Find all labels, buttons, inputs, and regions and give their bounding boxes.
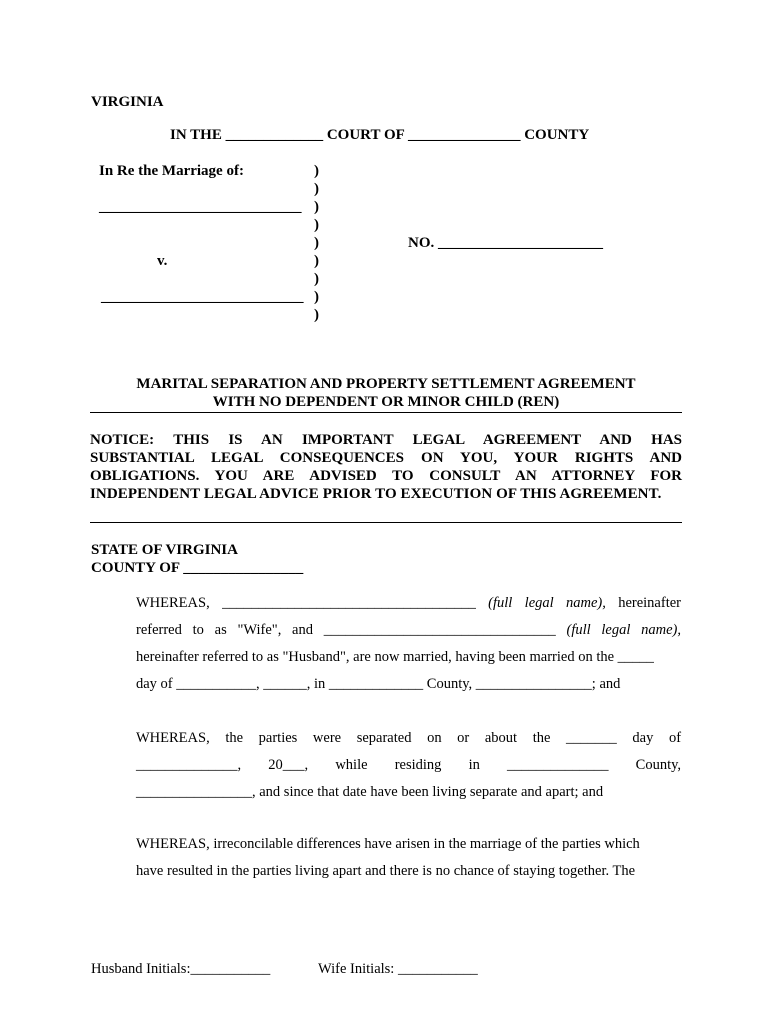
para2-word: about — [484, 730, 518, 746]
para2-word: ______________ — [507, 757, 609, 773]
para3-line2: have resulted in the parties living apart and there is no chance of staying together. The — [136, 863, 636, 879]
para2-word: County, — [635, 757, 682, 773]
para1-line2 — [136, 622, 681, 639]
document-subtitle: WITH NO DEPENDENT OR MINOR CHILD (REN) — [212, 394, 560, 410]
versus-label: v. — [157, 253, 168, 269]
para1-line4: day of ___________, ______, in _____________ County, ________________; and — [136, 676, 621, 692]
para1-text: referred to as "Wife", and — [136, 622, 313, 638]
wife-initials: Wife Initials: ___________ — [318, 961, 478, 977]
state-heading: VIRGINIA — [91, 94, 164, 110]
para1-italic: (full legal name), — [488, 595, 606, 611]
para2-word: residing — [394, 757, 442, 773]
wife-name-blank: ___________________________________ — [222, 595, 476, 611]
caption-paren: ) — [314, 217, 319, 233]
para2-word: while — [335, 757, 368, 773]
para2-word: of — [668, 730, 682, 746]
para1-line1 — [136, 595, 681, 612]
document-title: MARITAL SEPARATION AND PROPERTY SETTLEMENT AGREEMENT — [136, 376, 636, 392]
para2-word: or — [457, 730, 470, 746]
para3-line1: WHEREAS, irreconcilable differences have arisen in the marriage of the parties which — [136, 836, 640, 852]
caption-paren: ) — [314, 271, 319, 287]
para2-word: were — [312, 730, 342, 746]
venue-state: STATE OF VIRGINIA — [91, 542, 238, 558]
caption-paren: ) — [314, 181, 319, 197]
title-rule — [90, 412, 682, 413]
para2-word: WHEREAS, — [136, 730, 210, 746]
notice-rule — [90, 522, 682, 523]
caption-paren: ) — [314, 163, 319, 179]
para2-word: 20___, — [268, 757, 309, 773]
para1-italic: (full legal name), — [566, 622, 682, 638]
para1-text: WHEREAS, — [136, 595, 210, 611]
party-2-blank: ___________________________ — [101, 289, 304, 305]
notice-line: OBLIGATIONS. YOU ARE ADVISED TO CONSULT AN ATTORNEY FOR — [90, 468, 682, 484]
caption-paren: ) — [314, 199, 319, 215]
para2-word: in — [468, 757, 480, 773]
para2-word: day — [632, 730, 654, 746]
in-re-label: In Re the Marriage of: — [99, 163, 244, 179]
para2-word: separated — [356, 730, 412, 746]
para2-word: on — [427, 730, 442, 746]
para2-line2 — [136, 757, 681, 774]
para1-text: hereinafter — [618, 595, 681, 611]
caption-paren: ) — [314, 289, 319, 305]
husband-initials: Husband Initials:___________ — [91, 961, 271, 977]
court-line: IN THE _____________ COURT OF _______________ COUNTY — [170, 127, 590, 143]
caption-paren: ) — [314, 253, 319, 269]
para2-word: the — [225, 730, 244, 746]
para1-line3: hereinafter referred to as "Husband", are now married, having been married on the _____ — [136, 649, 654, 665]
para2-word: _______ — [566, 730, 617, 746]
case-number: NO. ______________________ — [408, 235, 603, 251]
para2-line3: ________________, and since that date have been living separate and apart; and — [136, 784, 604, 800]
notice-line: SUBSTANTIAL LEGAL CONSEQUENCES ON YOU, YOUR RIGHTS AND — [90, 450, 682, 466]
para2-word: the — [532, 730, 551, 746]
para2-word: ______________, — [136, 757, 242, 773]
para2-line1 — [136, 730, 681, 747]
party-1-blank: ___________________________ — [99, 199, 302, 215]
caption-paren: ) — [314, 307, 319, 323]
caption-paren: ) — [314, 235, 319, 251]
para2-word: parties — [258, 730, 298, 746]
husband-name-blank: ________________________________ — [323, 622, 556, 638]
notice-line: NOTICE: THIS IS AN IMPORTANT LEGAL AGREEMENT AND HAS — [90, 432, 682, 448]
notice-line: INDEPENDENT LEGAL ADVICE PRIOR TO EXECUTION OF THIS AGREEMENT. — [90, 486, 662, 502]
venue-county: COUNTY OF ________________ — [91, 560, 304, 576]
